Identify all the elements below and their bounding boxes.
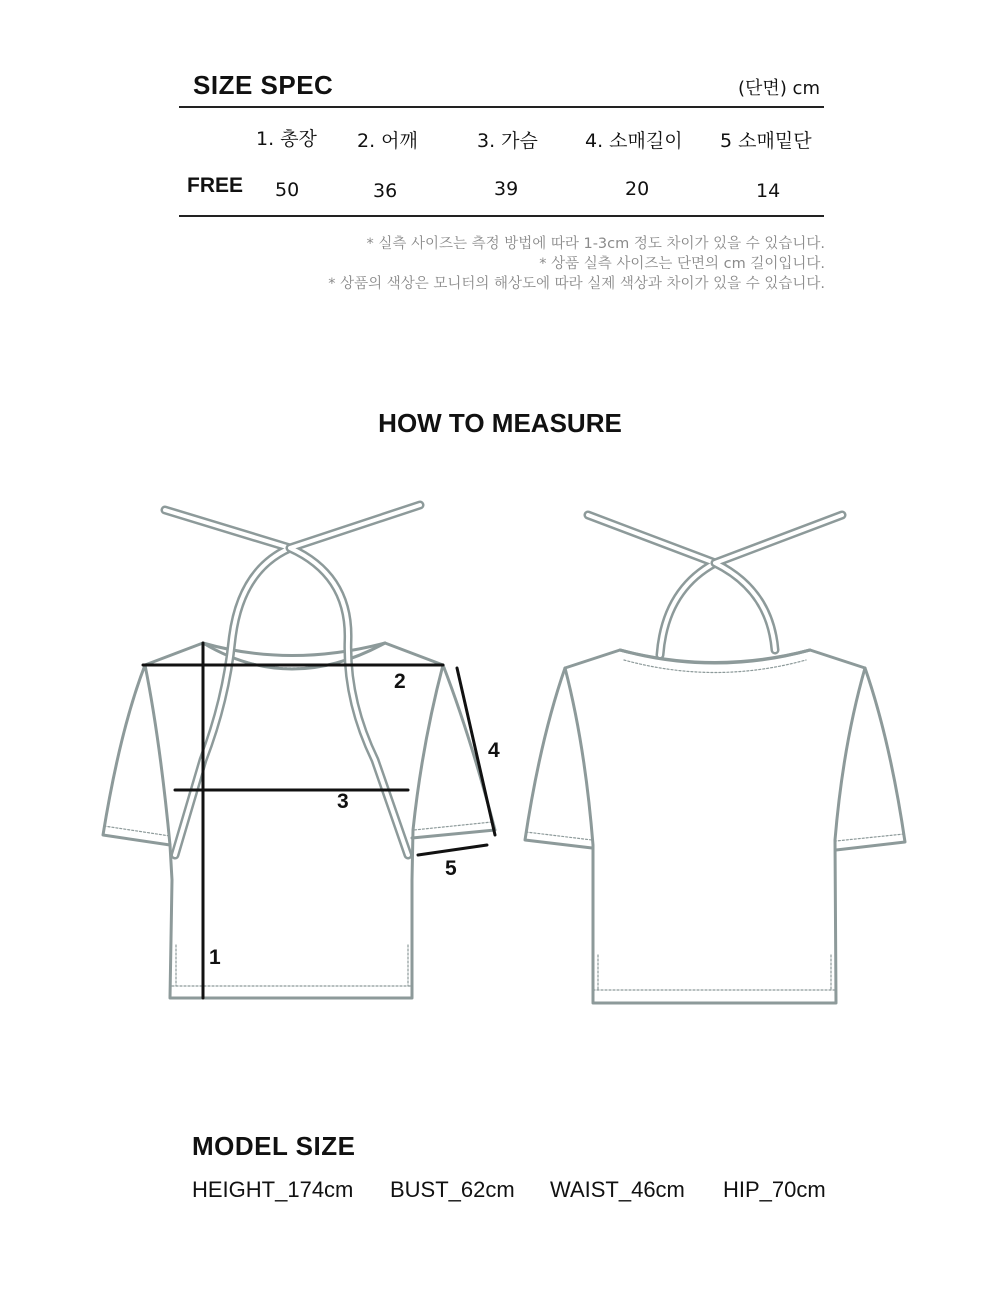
header-sleeve-hem: 5 소매밑단 bbox=[720, 130, 812, 152]
front-garment-illustration bbox=[103, 505, 495, 998]
note-measurement-variance: * 실측 사이즈는 측정 방법에 따라 1-3cm 정도 차이가 있을 수 있습니다. bbox=[366, 236, 825, 252]
table-bottom-rule bbox=[179, 215, 824, 217]
model-waist: WAIST_46cm bbox=[550, 1177, 685, 1202]
table-top-rule bbox=[179, 106, 824, 108]
header-sleeve-length: 4. 소매길이 bbox=[585, 130, 683, 152]
value-sleeve-length: 20 bbox=[625, 178, 650, 200]
header-chest: 3. 가슴 bbox=[477, 130, 538, 152]
garment-diagram bbox=[0, 480, 1000, 1020]
note-cross-section: * 상품 실측 사이즈는 단면의 cm 길이입니다. bbox=[539, 256, 825, 272]
model-height: HEIGHT_174cm bbox=[192, 1177, 354, 1202]
measure-label-4: 4 bbox=[488, 739, 500, 762]
measurement-lines bbox=[143, 643, 495, 998]
value-sleeve-hem: 14 bbox=[756, 180, 781, 202]
measure-line-sleeve-hem bbox=[418, 845, 487, 855]
how-to-measure-title: HOW TO MEASURE bbox=[378, 408, 622, 438]
unit-label: (단면) cm bbox=[738, 78, 820, 99]
value-total-length: 50 bbox=[275, 179, 300, 201]
header-shoulder: 2. 어깨 bbox=[357, 130, 418, 152]
model-hip: HIP_70cm bbox=[723, 1177, 826, 1202]
row-label-free: FREE bbox=[187, 174, 244, 197]
note-color-variance: * 상품의 색상은 모니터의 해상도에 따라 실제 색상과 차이가 있을 수 있습니다. bbox=[328, 276, 825, 292]
measure-label-2: 2 bbox=[394, 670, 406, 693]
value-chest: 39 bbox=[494, 178, 519, 200]
size-spec-title: SIZE SPEC bbox=[193, 70, 334, 100]
back-garment-illustration bbox=[525, 515, 905, 1003]
value-shoulder: 36 bbox=[373, 180, 398, 202]
model-bust: BUST_62cm bbox=[390, 1177, 515, 1202]
header-total-length: 1. 총장 bbox=[256, 128, 317, 150]
model-size-title: MODEL SIZE bbox=[192, 1131, 356, 1161]
measure-label-1: 1 bbox=[209, 946, 221, 969]
measure-label-3: 3 bbox=[337, 790, 349, 813]
measure-label-5: 5 bbox=[445, 857, 457, 880]
